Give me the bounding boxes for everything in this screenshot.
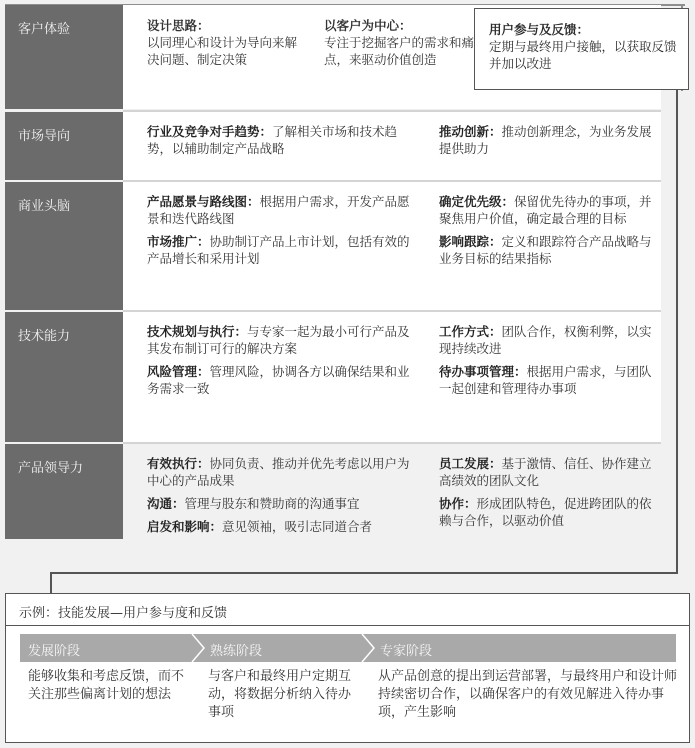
skill-title: 待办事项管理： bbox=[439, 364, 527, 379]
skill-desc: 协助制订产品上市计划，包括有效的产品增长和采用计划 bbox=[147, 234, 410, 266]
skill-item bbox=[439, 233, 654, 267]
example-title: 示例：技能发展—用户参与度和反馈 bbox=[6, 594, 689, 626]
skill-title: 以客户为中心： bbox=[324, 18, 412, 33]
skill-item bbox=[147, 193, 422, 227]
skill-title: 员工发展： bbox=[439, 456, 502, 471]
row-product-leadership bbox=[5, 444, 682, 544]
row-content bbox=[123, 182, 661, 310]
skill-title: 推动创新： bbox=[439, 124, 502, 139]
skill-item bbox=[147, 495, 422, 512]
skill-desc: 定义和跟踪符合产品战略与业务目标的结果指标 bbox=[439, 234, 652, 266]
chevron-right-icon bbox=[360, 634, 382, 662]
skill-desc: 基于激情、信任、协作建立高绩效的团队文化 bbox=[439, 456, 652, 488]
stage-desc-expert: 从产品创意的提出到运营部署，与最终用户和设计师持续密切合作，以确保客户的有效见解进入待办事项，产生影响 bbox=[378, 669, 678, 720]
skill-desc: 团队合作，权衡利弊，以实现持续改进 bbox=[439, 324, 652, 356]
stage-label-expert: 专家阶段 bbox=[380, 644, 433, 659]
connector-line-vertical-right bbox=[676, 90, 678, 574]
skill-title: 风险管理： bbox=[147, 364, 210, 379]
highlight-title: 用户参与及反馈： bbox=[489, 22, 590, 37]
skill-desc: 推动创新理念，为业务发展提供助力 bbox=[439, 124, 652, 156]
skill-title: 市场推广： bbox=[147, 234, 210, 249]
skill-item bbox=[439, 455, 654, 489]
skill-title: 有效执行： bbox=[147, 456, 210, 471]
stage-label-proficient: 熟练阶段 bbox=[210, 644, 263, 659]
skill-item bbox=[439, 323, 654, 357]
stage-progression-bar bbox=[20, 634, 676, 662]
skill-title: 沟通： bbox=[147, 496, 185, 511]
stage-label-developing: 发展阶段 bbox=[28, 644, 81, 659]
skill-desc: 专注于挖掘客户的需求和痛点，来驱动价值创造 bbox=[324, 35, 475, 67]
highlighted-skill-box bbox=[474, 8, 689, 90]
skill-desc: 管理风险，协调各方以确保结果和业务需求一致 bbox=[147, 364, 410, 396]
skill-item bbox=[147, 363, 422, 397]
category-label: 产品领导力 bbox=[5, 444, 123, 539]
skill-item bbox=[439, 123, 654, 163]
example-panel bbox=[5, 593, 690, 743]
row-content bbox=[123, 112, 661, 180]
skill-item bbox=[147, 518, 422, 535]
skill-column-right bbox=[439, 455, 654, 535]
chevron-right-icon bbox=[190, 634, 212, 662]
skill-item bbox=[439, 495, 654, 529]
skill-desc: 根据用户需求，开发产品愿景和迭代路线图 bbox=[147, 194, 410, 226]
skill-title: 设计思路： bbox=[147, 18, 210, 33]
skill-item bbox=[439, 193, 654, 227]
skill-column-left bbox=[147, 193, 422, 273]
category-label: 商业头脑 bbox=[5, 182, 123, 310]
skill-title: 启发和影响： bbox=[147, 519, 223, 534]
skill-item bbox=[439, 363, 654, 397]
category-label: 市场导向 bbox=[5, 112, 123, 180]
row-content bbox=[123, 312, 661, 442]
skill-desc: 根据用户需求，与团队一起创建和管理待办事项 bbox=[439, 364, 652, 396]
skill-column-left bbox=[147, 455, 422, 541]
skill-item bbox=[147, 17, 297, 68]
stage-desc-developing: 能够收集和考虑反馈，而不关注那些偏离计划的想法 bbox=[28, 669, 185, 702]
skill-title: 工作方式： bbox=[439, 324, 502, 339]
category-label: 技术能力 bbox=[5, 312, 123, 442]
skill-item bbox=[147, 123, 422, 163]
skill-desc: 意见领袖，吸引志同道合者 bbox=[222, 519, 373, 534]
skill-item bbox=[147, 233, 422, 267]
skill-desc: 与专家一起为最小可行产品及其发布制订可行的解决方案 bbox=[147, 324, 410, 356]
skill-desc: 形成团队特色，促进跨团队的依赖与合作，以驱动价值 bbox=[439, 496, 652, 528]
skill-desc: 管理与股东和赞助商的沟通事宜 bbox=[184, 496, 360, 511]
row-business-acumen bbox=[5, 182, 682, 310]
skill-item bbox=[147, 455, 422, 489]
skill-title: 确定优先级： bbox=[439, 194, 515, 209]
row-content bbox=[123, 444, 661, 544]
connector-line-horizontal bbox=[50, 572, 678, 574]
skill-column-left bbox=[147, 323, 422, 403]
skill-desc: 了解相关市场和技术趋势，以辅助制定产品战略 bbox=[147, 124, 398, 156]
skill-desc: 以同理心和设计为导向来解决问题、制定决策 bbox=[147, 35, 298, 67]
skill-item bbox=[147, 323, 422, 357]
skill-title: 技术规划与执行： bbox=[147, 324, 248, 339]
highlight-desc: 定期与最终用户接触，以获取反馈并加以改进 bbox=[489, 39, 677, 71]
skill-item bbox=[324, 17, 474, 68]
row-technical-skills bbox=[5, 312, 682, 442]
skill-column-right bbox=[439, 323, 654, 403]
connector-line-vertical-left bbox=[50, 572, 52, 594]
skill-desc: 保留优先待办的事项，并聚焦用户价值，确定最合理的目标 bbox=[439, 194, 652, 226]
skill-title: 影响跟踪： bbox=[439, 234, 502, 249]
skill-desc: 协同负责、推动并优先考虑以用户为中心的产品成果 bbox=[147, 456, 410, 488]
skill-title: 产品愿景与路线图： bbox=[147, 194, 260, 209]
row-market-orientation bbox=[5, 112, 682, 180]
category-label: 客户体验 bbox=[5, 5, 123, 109]
stage-desc-proficient: 与客户和最终用户定期互动，将数据分析纳入待办事项 bbox=[208, 669, 352, 720]
skill-title: 协作： bbox=[439, 496, 477, 511]
skill-column-right bbox=[439, 193, 654, 273]
skill-title: 行业及竞争对手趋势： bbox=[147, 124, 273, 139]
